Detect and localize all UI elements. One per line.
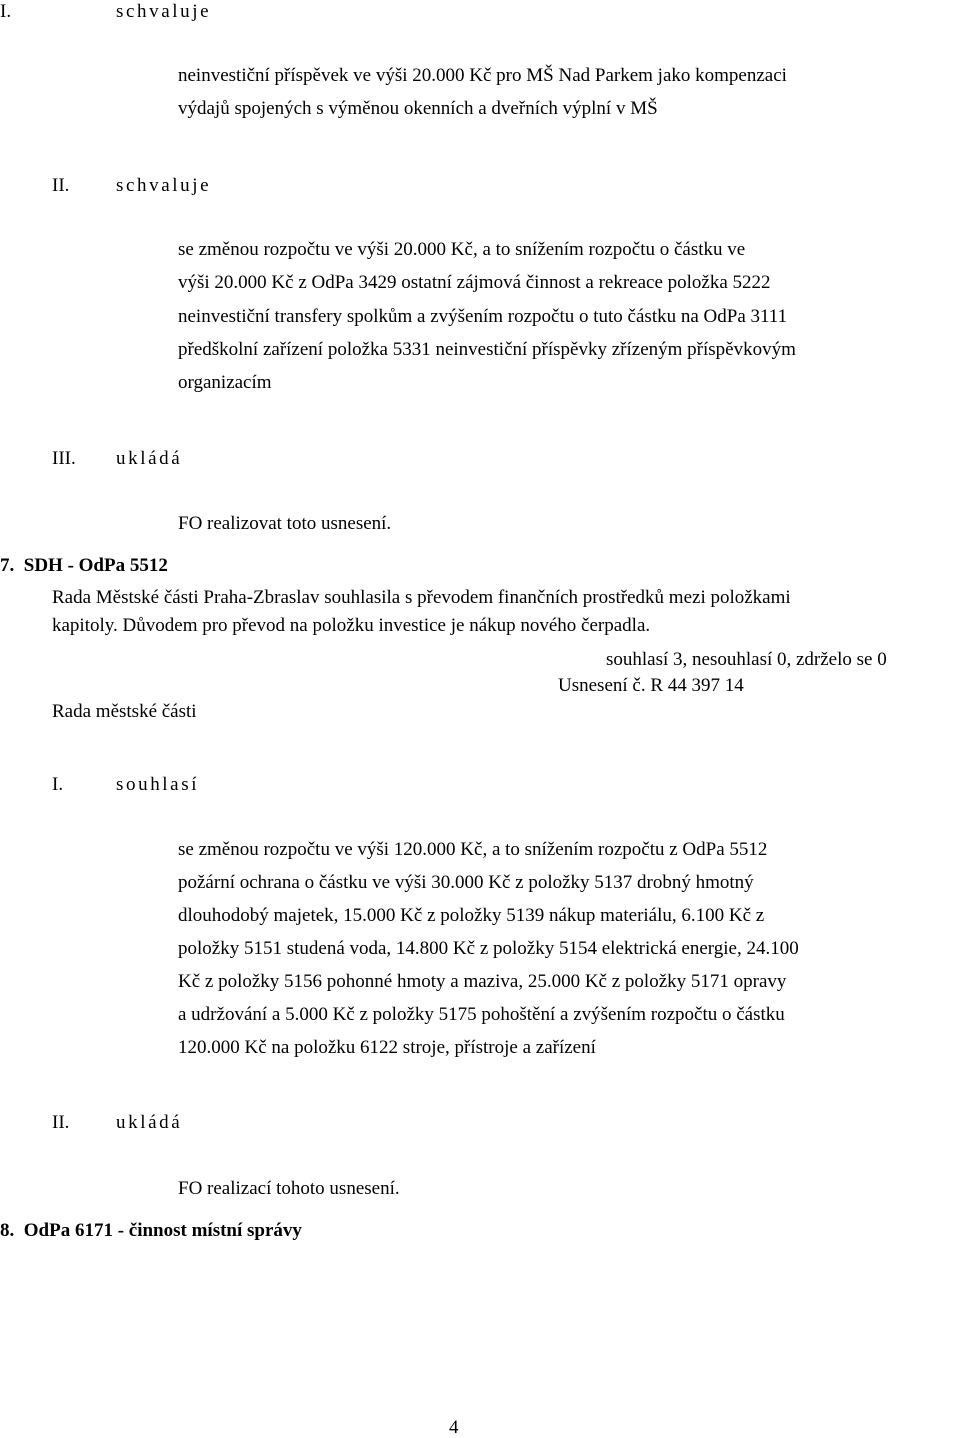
paragraph-line: Rada Městské části Praha-Zbraslav souhlasila s převodem finančních prostředků mezi položkami bbox=[52, 587, 791, 608]
section-numeral: III. bbox=[52, 448, 76, 469]
paragraph-line: neinvestiční příspěvek ve výši 20.000 Kč pro MŠ Nad Parkem jako kompenzaci bbox=[178, 65, 787, 86]
paragraph-line: FO realizovat toto usnesení. bbox=[178, 513, 392, 534]
section-verb: souhlasí bbox=[116, 774, 200, 795]
paragraph-line: organizacím bbox=[178, 372, 272, 393]
section-numeral: II. bbox=[52, 1112, 70, 1133]
paragraph-line: kapitoly. Důvodem pro převod na položku investice je nákup nového čerpadla. bbox=[52, 615, 651, 636]
section-numeral: I. bbox=[52, 774, 64, 795]
paragraph-line: neinvestiční transfery spolkům a zvýšením rozpočtu o tuto částku na OdPa 3111 bbox=[178, 306, 788, 327]
council-label: Rada městské části bbox=[52, 701, 197, 722]
paragraph-line: požární ochrana o částku ve výši 30.000 Kč z položky 5137 drobný hmotný bbox=[178, 872, 754, 893]
paragraph-line: výdajů spojených s výměnou okenních a dveřních výplní v MŠ bbox=[178, 98, 658, 119]
resolution-number: Usnesení č. R 44 397 14 bbox=[558, 675, 744, 696]
section-verb: ukládá bbox=[116, 1112, 183, 1133]
item-heading: 7. SDH - OdPa 5512 bbox=[0, 555, 168, 576]
section-numeral: II. bbox=[52, 175, 70, 196]
section-numeral: I. bbox=[0, 1, 12, 22]
paragraph-line: položky 5151 studená voda, 14.800 Kč z položky 5154 elektrická energie, 24.100 bbox=[178, 938, 799, 959]
paragraph-line: Kč z položky 5156 pohonné hmoty a maziva, 25.000 Kč z položky 5171 opravy bbox=[178, 971, 787, 992]
section-verb: schvaluje bbox=[116, 1, 212, 22]
paragraph-line: předškolní zařízení položka 5331 neinvestiční příspěvky zřízeným příspěvkovým bbox=[178, 339, 796, 360]
paragraph-line: výši 20.000 Kč z OdPa 3429 ostatní zájmová činnost a rekreace položka 5222 bbox=[178, 272, 771, 293]
paragraph-line: FO realizací tohoto usnesení. bbox=[178, 1178, 400, 1199]
section-verb: schvaluje bbox=[116, 175, 212, 196]
paragraph-line: dlouhodobý majetek, 15.000 Kč z položky 5139 nákup materiálu, 6.100 Kč z bbox=[178, 905, 765, 926]
section-verb: ukládá bbox=[116, 448, 183, 469]
page-number: 4 bbox=[449, 1417, 459, 1438]
vote-result: souhlasí 3, nesouhlasí 0, zdrželo se 0 bbox=[606, 649, 887, 670]
paragraph-line: a udržování a 5.000 Kč z položky 5175 pohoštění a zvýšením rozpočtu o částku bbox=[178, 1004, 785, 1025]
paragraph-line: 120.000 Kč na položku 6122 stroje, přístroje a zařízení bbox=[178, 1037, 596, 1058]
paragraph-line: se změnou rozpočtu ve výši 120.000 Kč, a to snížením rozpočtu z OdPa 5512 bbox=[178, 839, 768, 860]
item-heading: 8. OdPa 6171 - činnost místní správy bbox=[0, 1220, 302, 1241]
paragraph-line: se změnou rozpočtu ve výši 20.000 Kč, a to snížením rozpočtu o částku ve bbox=[178, 239, 746, 260]
